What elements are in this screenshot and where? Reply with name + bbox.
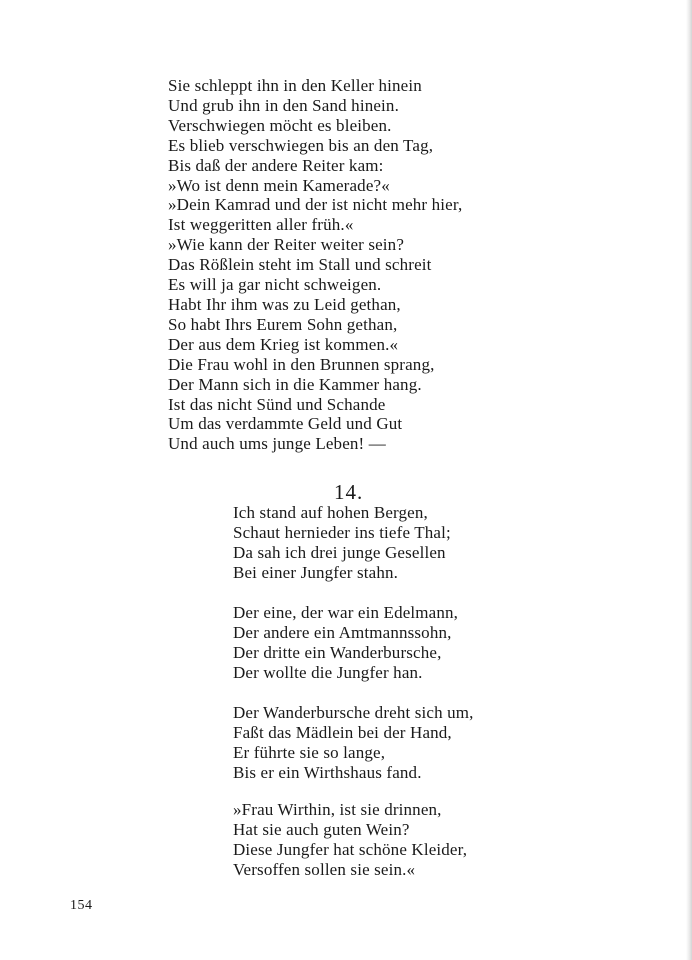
poem-line: Der eine, der war ein Edelmann,	[233, 603, 459, 622]
poem-line: Sie schleppt ihn in den Keller hinein	[168, 76, 422, 95]
poem-line: Der dritte ein Wanderbursche,	[233, 642, 442, 662]
stanza-4	[233, 800, 467, 880]
poem-number-heading: 14.	[334, 480, 364, 504]
poem-line: Bis daß der andere Reiter kam:	[168, 155, 384, 175]
poem-line: »Wo ist denn mein Kamerade?«	[168, 175, 390, 195]
poem-line: »Wie kann der Reiter weiter sein?	[168, 235, 405, 255]
poem-line: Der wollte die Jungfer han.	[233, 662, 423, 682]
poem-line: Hat sie auch guten Wein?	[233, 819, 410, 839]
stanza-1	[233, 503, 451, 583]
poem-line: Um das verdammte Geld und Gut	[168, 414, 403, 434]
poem-line: Habt Ihr ihm was zu Leid gethan,	[168, 294, 401, 314]
poem-line: »Frau Wirthin, ist sie drinnen,	[233, 800, 442, 819]
poem-line: Diese Jungfer hat schöne Kleider,	[233, 839, 468, 859]
poem-line: Ist weggeritten aller früh.«	[168, 215, 354, 235]
poem-line: Bis er ein Wirthshaus fand.	[233, 762, 422, 782]
poem-line: Bei einer Jungfer stahn.	[233, 562, 399, 582]
poem-line: Der Mann sich in die Kammer hang.	[168, 374, 422, 394]
poem-line: Ich stand auf hohen Bergen,	[233, 503, 428, 522]
poem-line: Der Wanderbursche dreht sich um,	[233, 703, 474, 722]
poem-continued	[168, 76, 462, 454]
poem-line: »Dein Kamrad und der ist nicht mehr hier,	[168, 195, 463, 215]
poem-line: So habt Ihrs Eurem Sohn gethan,	[168, 314, 398, 334]
poem-line: Versoffen sollen sie sein.«	[233, 859, 416, 879]
poem-line: Er führte sie so lange,	[233, 742, 386, 762]
stanza-2	[233, 603, 458, 683]
poem-line: Faßt das Mädlein bei der Hand,	[233, 722, 452, 742]
poem-line: Ist das nicht Sünd und Schande	[168, 394, 386, 414]
poem-line: Und grub ihn in den Sand hinein.	[168, 95, 399, 115]
poem-line: Verschwiegen möcht es bleiben.	[168, 115, 392, 135]
poem-line: Der andere ein Amtmannssohn,	[233, 622, 452, 642]
page-number: 154	[70, 898, 93, 913]
page-edge-shadow	[686, 0, 692, 960]
poem-line: Das Rößlein steht im Stall und schreit	[168, 255, 432, 275]
poem-line: Es will ja gar nicht schweigen.	[168, 275, 382, 295]
poem-line: Der aus dem Krieg ist kommen.«	[168, 334, 399, 354]
poem-line: Und auch ums junge Leben! —	[168, 434, 386, 454]
poem-line: Schaut hernieder ins tiefe Thal;	[233, 522, 451, 542]
poem-line: Da sah ich drei junge Gesellen	[233, 542, 446, 562]
poem-line: Es blieb verschwiegen bis an den Tag,	[168, 135, 434, 155]
stanza-3	[233, 703, 474, 783]
poem-line: Die Frau wohl in den Brunnen sprang,	[168, 354, 435, 374]
